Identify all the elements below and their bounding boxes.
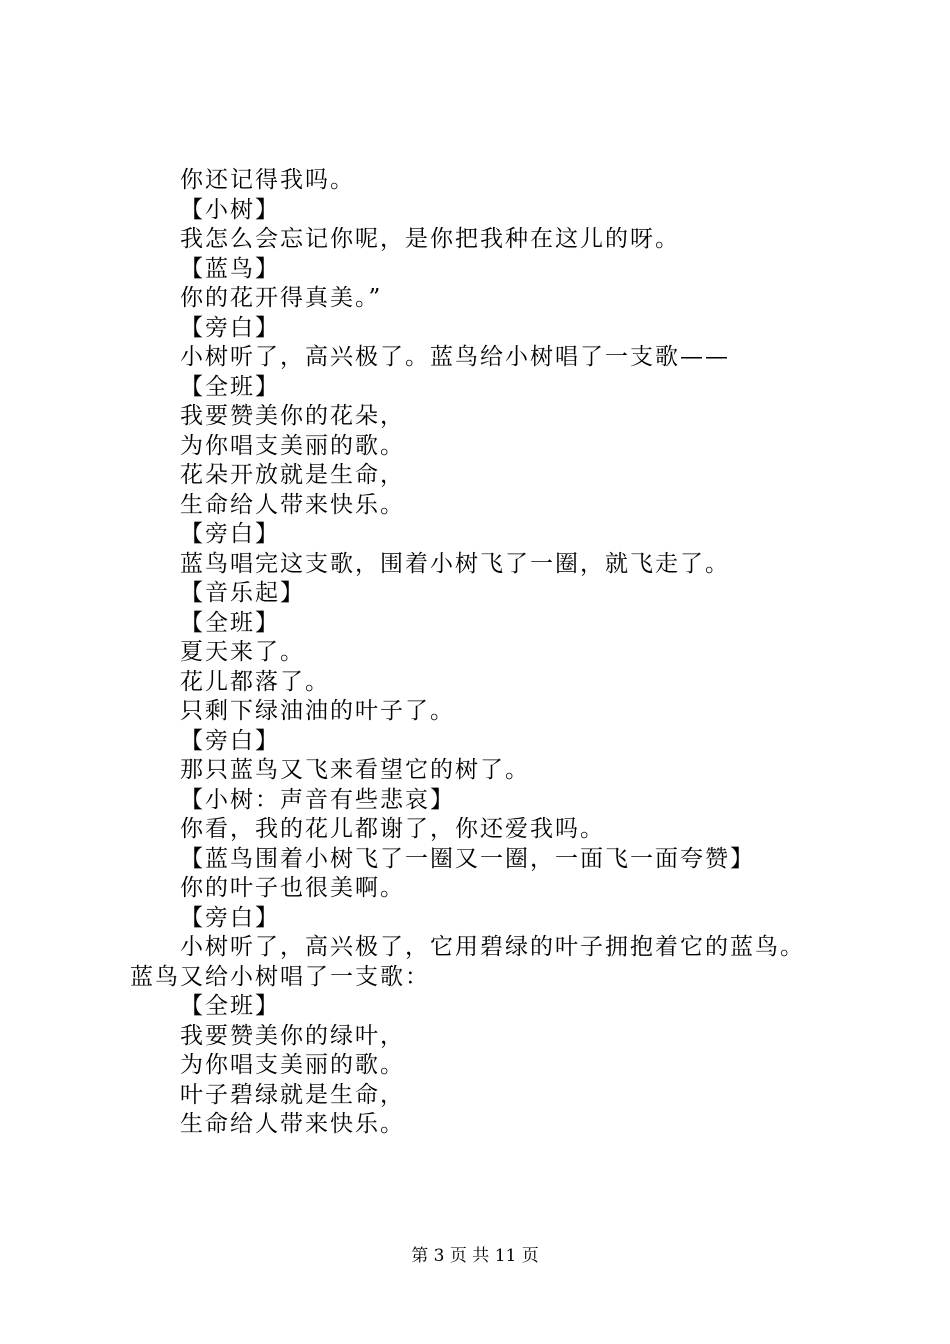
text-line: 小树听了，高兴极了。蓝鸟给小树唱了一支歌—— — [180, 344, 730, 370]
verse-line: 我要赞美你的绿叶， — [180, 1022, 405, 1049]
page-number-footer: 第 3 页 共 11 页 — [411, 1246, 539, 1266]
verse-line: 生命给人带来快乐。 — [180, 491, 405, 518]
text-line: 你看，我的花儿都谢了，你还爱我吗。 — [180, 816, 605, 842]
speaker-tag: 【旁白】 — [180, 314, 280, 341]
verse-line: 花朵开放就是生命， — [180, 462, 405, 488]
verse-line: 叶子碧绿就是生命， — [180, 1081, 405, 1108]
verse-line: 为你唱支美丽的歌。 — [180, 432, 405, 459]
speaker-tag: 【旁白】 — [180, 904, 280, 931]
speaker-tag: 【旁白】 — [180, 727, 280, 754]
speaker-tag: 【全班】 — [180, 373, 280, 400]
stage-direction: 【蓝鸟围着小树飞了一圈又一圈，一面飞一面夸赞】 — [180, 845, 755, 872]
text-line: 蓝鸟唱完这支歌，围着小树飞了一圈，就飞走了。 — [180, 550, 730, 577]
speaker-tag: 【全班】 — [180, 609, 280, 636]
speaker-tag: 【小树：声音有些悲哀】 — [180, 786, 455, 813]
text-line: 你的花开得真美。” — [180, 285, 383, 311]
speaker-tag: 【蓝鸟】 — [180, 255, 280, 282]
text-line: 小树听了，高兴极了，它用碧绿的叶子拥抱着它的蓝鸟。 — [180, 934, 805, 960]
text-line: 你还记得我吗。 — [180, 167, 355, 193]
speaker-tag: 【旁白】 — [180, 521, 280, 547]
text-line: 夏天来了。 — [180, 639, 305, 665]
document-body — [0, 166, 950, 1140]
verse-line: 我要赞美你的花朵， — [180, 403, 405, 429]
text-line: 只剩下绿油油的叶子了。 — [180, 698, 455, 724]
text-line: 我怎么会忘记你呢，是你把我种在这儿的呀。 — [180, 226, 680, 252]
text-line-continuation: 蓝鸟又给小树唱了一支歌： — [130, 963, 430, 990]
text-line: 你的叶子也很美啊。 — [180, 875, 405, 901]
speaker-tag: 【小树】 — [180, 196, 280, 223]
verse-line: 为你唱支美丽的歌。 — [180, 1052, 405, 1078]
speaker-tag: 【全班】 — [180, 993, 280, 1019]
text-line: 那只蓝鸟又飞来看望它的树了。 — [180, 757, 530, 783]
text-line: 花儿都落了。 — [180, 668, 330, 695]
verse-line: 生命给人带来快乐。 — [180, 1111, 405, 1137]
stage-direction: 【音乐起】 — [180, 580, 305, 606]
